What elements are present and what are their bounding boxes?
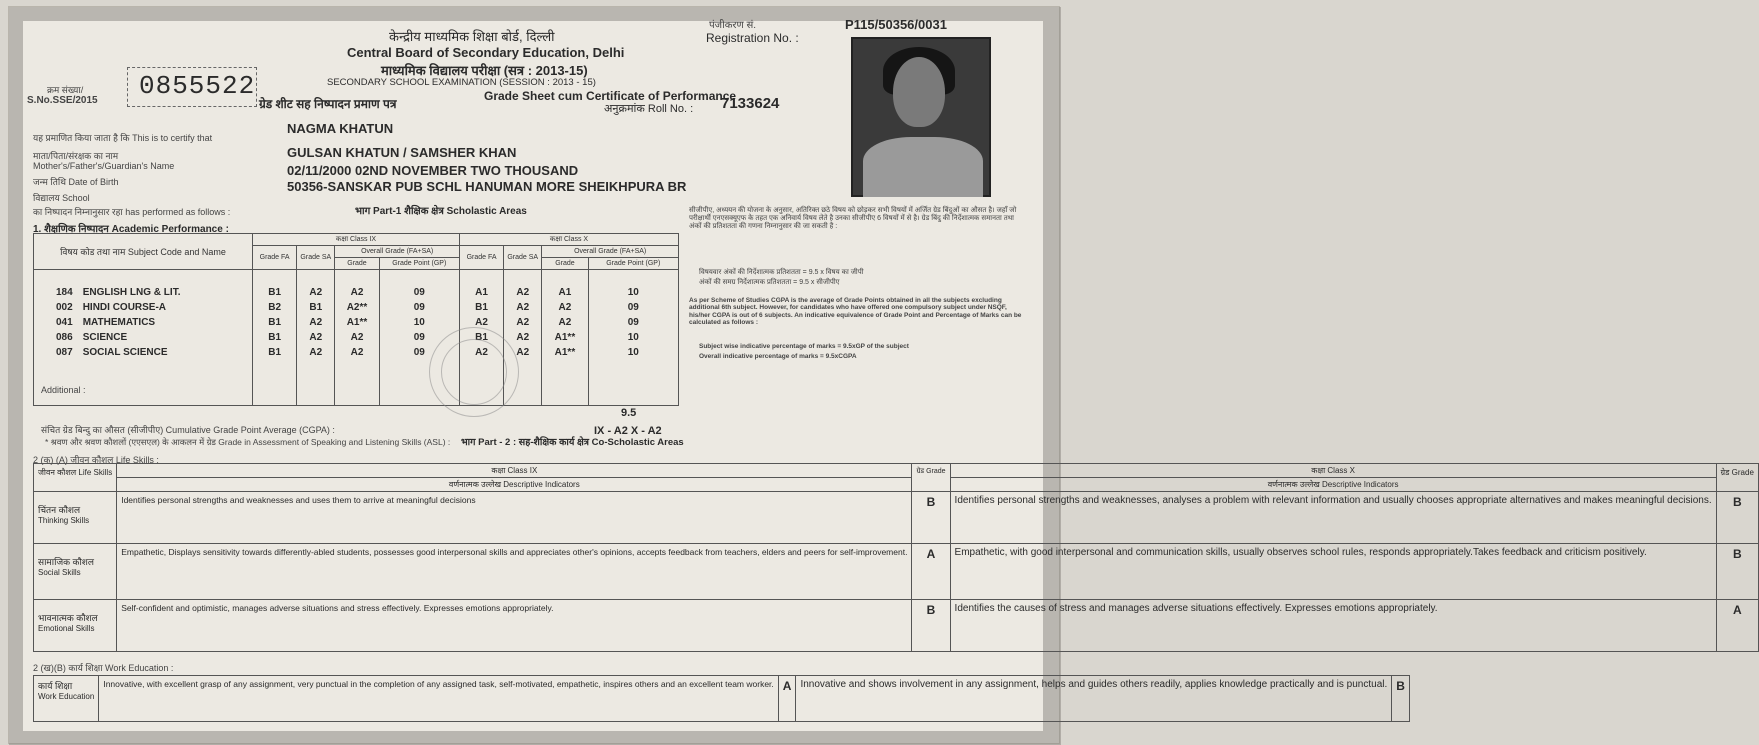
work-education-row [34,676,1410,722]
subject-row [34,343,679,358]
grade-fa-10: A2 [459,313,503,328]
skill-name-hi: भावनात्मक कौशल [38,613,98,623]
note-en-bullet-2: Overall indicative percentage of marks = 9.5xCGPA [699,353,857,360]
life-desc-9-header: वर्णनात्मक उल्लेख Descriptive Indicators [117,478,912,492]
grade-fa-9: B1 [253,343,297,358]
col-grade-9: Grade [335,258,379,270]
grade-fa-10: A2 [459,343,503,358]
registration-number: P115/50356/0031 [845,17,947,32]
skill-name-en: Thinking Skills [38,516,90,525]
grade-fa-9: B2 [253,298,297,313]
subject-name: SCIENCE [82,331,128,343]
exam-name-hi: माध्यमिक विद्यालय परीक्षा (सत्र : 2013-15) [381,63,588,78]
overall-grade-9: A2** [335,298,379,313]
life-desc-10-header: वर्णनात्मक उल्लेख Descriptive Indicators [950,478,1716,492]
grade-fa-9: B1 [253,328,297,343]
col-sa-10: Grade SA [504,246,542,270]
marks-table [33,233,679,406]
sheet-title-hi: ग्रेड शीट सह निष्पादन प्रमाण पत्र [259,97,397,111]
student-name: NAGMA KHATUN [287,121,394,136]
grade-10: B [1716,492,1758,544]
certify-label: यह प्रमाणित किया जाता है कि This is to certify that [33,133,213,143]
col-sa-9: Grade SA [297,246,335,270]
col-gp-9: Grade Point (GP) [379,258,459,270]
grade-sa-10: A2 [504,328,542,343]
performed-label: का निष्पादन निम्नानुसार रहा has performed as follows : [33,207,231,217]
life-skills-label: 2 (क) (A) जीवन कौशल Life Skills : [33,455,159,465]
subject-name: MATHEMATICS [82,316,156,328]
desc-9: Identifies personal strengths and weaknesses and uses them to arrive at meaningful decisions [117,492,912,544]
grade-9: A [912,544,950,600]
work-desc-10: Innovative and shows involvement in any assignment, helps and guides others readily, applies knowledge practically and is punctual. [796,676,1392,722]
registration-label: Registration No. : [706,31,799,45]
life-skills-table [33,463,1759,652]
overall-grade-10: A1** [542,343,588,358]
grade-point-9: 09 [379,270,459,298]
life-skill-row [34,544,1759,600]
asl-label: * श्रवण और श्रवण कौशलों (एएसएल) के आकलन में ग्रेड Grade in Assessment of Speaking and Listening Skills (ASL) : [45,437,451,447]
overall-grade-9: A2 [335,343,379,358]
life-class-x: कक्षा Class X [950,464,1716,478]
overall-grade-10: A2 [542,313,588,328]
subject-code: 002 [56,301,73,313]
grade-sa-9: A2 [297,328,335,343]
overall-grade-10: A1 [542,270,588,298]
grade-sa-10: A2 [504,298,542,313]
skill-name-en: Emotional Skills [38,624,95,633]
col-fa-9: Grade FA [253,246,297,270]
skill-name-hi: सामाजिक कौशल [38,557,95,567]
subject-row [34,313,679,328]
grade-point-10: 10 [588,343,678,358]
note-en: As per Scheme of Studies CGPA is the average of Grade Points obtained in all the subjects excluding additional 6th subject. However, for candidates who have offered one compulsory subject under NSQF, his/her CGPA is out of 6 subjects. An indicative equivalence of Grade Point and Percentage of Marks can be calculated as follows : [689,297,1022,327]
grade-point-9: 09 [379,328,459,343]
life-grade-10-header: ग्रेड Grade [1716,464,1758,492]
roll-number: 7133624 [721,95,780,112]
col-fa-10: Grade FA [459,246,503,270]
grade-point-9: 09 [379,298,459,313]
subject-code: 184 [56,286,73,298]
class-x-header: कक्षा Class X [459,234,678,246]
grade-point-9: 10 [379,313,459,328]
class-ix-header: कक्षा Class IX [253,234,460,246]
grade-point-9: 09 [379,343,459,358]
parents-label-en: Mother's/Father's/Guardian's Name [33,161,175,171]
overall-grade-9: A2 [335,328,379,343]
grade-10: A [1716,600,1758,652]
grade-fa-10: B1 [459,298,503,313]
academic-performance-label: 1. शैक्षणिक निष्पादन Academic Performance : [33,224,229,235]
blank-row [34,358,679,406]
skill-name-hi: चिंतन कौशल [38,505,81,515]
grade-sa-9: B1 [297,298,335,313]
grade-sa-10: A2 [504,270,542,298]
work-education-table [33,675,1410,722]
desc-9: Empathetic, Displays sensitivity towards differently-abled students, possesses good interpersonal skills and appreciates other's opinions, accepts feedback from teachers, elders and peers for self-improvement. [117,544,912,600]
grade-fa-9: B1 [253,270,297,298]
desc-10: Empathetic, with good interpersonal and communication skills, usually observes school rules, responds appropriately.Takes feedback and criticism positively. [950,544,1716,600]
part2-label: भाग Part - 2 : सह-शैक्षिक कार्य क्षेत्र Co-Scholastic Areas [461,437,684,448]
overall-grade-9: A1** [335,313,379,328]
grade-sa-9: A2 [297,343,335,358]
col-subject: विषय कोड तथा नाम Subject Code and Name [34,234,253,270]
cgpa-value: 9.5 [621,407,637,419]
student-photo [851,37,991,197]
overall-grade-10: A2 [542,298,588,313]
school-label: विद्यालय School [33,193,90,203]
desc-9: Self-confident and optimistic, manages adverse situations and stress effectively. Expresses emotions appropriately. [117,600,912,652]
grade-sheet [8,6,1754,744]
sheet-title-en: Grade Sheet cum Certificate of Performance [484,89,737,103]
col-overall-10: Overall Grade (FA+SA) [542,246,679,258]
note-hi: सीजीपीए, अध्ययन की योजना के अनुसार, अतिरिक्त छठे विषय को छोड़कर सभी विषयों में अर्जित ग्रेड बिंदुओं का औसत है। जहाँ जो परीक्षार्थी एनएसक्यूएफ के तहत एक अनिवार्य विषय लेते है उनका सीजीपीए 6 विषयों में से है। ग्रेड बिंदु की निर्देशात्मक समानता तथा अंकों की प्रतिशतता की गणना निम्नानुसार की जा सकती है : [689,207,1017,231]
desc-10: Identifies personal strengths and weaknesses, analyses a problem with relevant information and usually chooses appropriate alternatives and makes meaningful decisions. [950,492,1716,544]
exam-name-en: SECONDARY SCHOOL EXAMINATION (SESSION : 2013 - 15) [327,77,596,88]
serial-number: 0855522 [139,71,256,101]
sno-label-hi: क्रम संख्या/ [47,85,84,95]
grade-sa-10: A2 [504,313,542,328]
desc-10: Identifies the causes of stress and manages adverse situations effectively. Expresses emotions appropriately. [950,600,1716,652]
life-class-ix: कक्षा Class IX [117,464,912,478]
grade-sa-9: A2 [297,270,335,298]
grade-point-10: 10 [588,328,678,343]
subject-row [34,298,679,313]
subject-code: 041 [56,316,73,328]
work-desc-9: Innovative, with excellent grasp of any assignment, very punctual in the completion of any assigned task, self-motivated, empathetic, inspires others and an excellent team worker. [99,676,778,722]
col-life-skills: जीवन कौशल Life Skills [34,464,117,492]
asl-grades: IX - A2 X - A2 [594,425,662,437]
work-grade-10: B [1392,676,1410,722]
subject-code: 087 [56,346,73,358]
note-hi-bullet-2: अंकों की समग्र निर्देशात्मक प्रतिशतता = 9.5 x सीजीपीए [699,279,840,286]
col-gp-10: Grade Point (GP) [588,258,678,270]
overall-grade-9: A2 [335,270,379,298]
life-skill-row [34,600,1759,652]
life-skill-row [34,492,1759,544]
subject-code: 086 [56,331,73,343]
subject-name: ENGLISH LNG & LIT. [82,286,181,298]
work-skill-hi: कार्य शिक्षा [38,681,73,691]
parents-label-hi: माता/पिता/संरक्षक का नाम [33,151,119,161]
life-grade-9-header: ग्रेड Grade [912,464,950,492]
registration-label-hi: पंजीकरण सं. [709,20,757,31]
grade-fa-10: B1 [459,328,503,343]
date-of-birth: 02/11/2000 02ND NOVEMBER TWO THOUSAND [287,163,579,178]
board-name-hi: केन्द्रीय माध्यमिक शिक्षा बोर्ड, दिल्ली [389,29,555,44]
work-education-label: 2 (ख)(B) कार्य शिक्षा Work Education : [33,663,174,673]
note-en-bullet-1: Subject wise indicative percentage of marks = 9.5xGP of the subject [699,343,909,350]
sno-label-en: S.No.SSE/2015 [27,95,98,106]
subject-name: SOCIAL SCIENCE [82,346,168,358]
grade-sa-10: A2 [504,343,542,358]
work-skill-en: Work Education [38,692,95,701]
parents-name: GULSAN KHATUN / SAMSHER KHAN [287,145,517,160]
grade-fa-10: A1 [459,270,503,298]
grade-10: B [1716,544,1758,600]
grade-sa-9: A2 [297,313,335,328]
subject-name: HINDI COURSE-A [82,301,167,313]
subject-row [34,270,679,298]
overall-grade-10: A1** [542,328,588,343]
subject-row [34,328,679,343]
grade-point-10: 10 [588,270,678,298]
school-name: 50356-SANSKAR PUB SCHL HANUMAN MORE SHEIKHPURA BR [287,179,687,194]
note-hi-bullet-1: विषयवार अंकों की निर्देशात्मक प्रतिशतता = 9.5 x विषय का जीपी [699,269,864,276]
col-overall-9: Overall Grade (FA+SA) [335,246,460,258]
board-name-en: Central Board of Secondary Education, Delhi [347,45,625,60]
dob-label: जन्म तिथि Date of Birth [33,177,119,187]
roll-label: अनुक्रमांक Roll No. : [604,103,694,115]
work-grade-9: A [778,676,796,722]
grade-9: B [912,600,950,652]
cgpa-label: संचित ग्रेड बिन्दु का औसत (सीजीपीए) Cumulative Grade Point Average (CGPA) : [41,425,335,435]
additional-label: Additional : [41,385,86,395]
grade-point-10: 09 [588,298,678,313]
part1-label: भाग Part-1 शैक्षिक क्षेत्र Scholastic Areas [355,206,527,217]
grade-fa-9: B1 [253,313,297,328]
grade-9: B [912,492,950,544]
col-grade-10: Grade [542,258,588,270]
grade-point-10: 09 [588,313,678,328]
skill-name-en: Social Skills [38,568,81,577]
